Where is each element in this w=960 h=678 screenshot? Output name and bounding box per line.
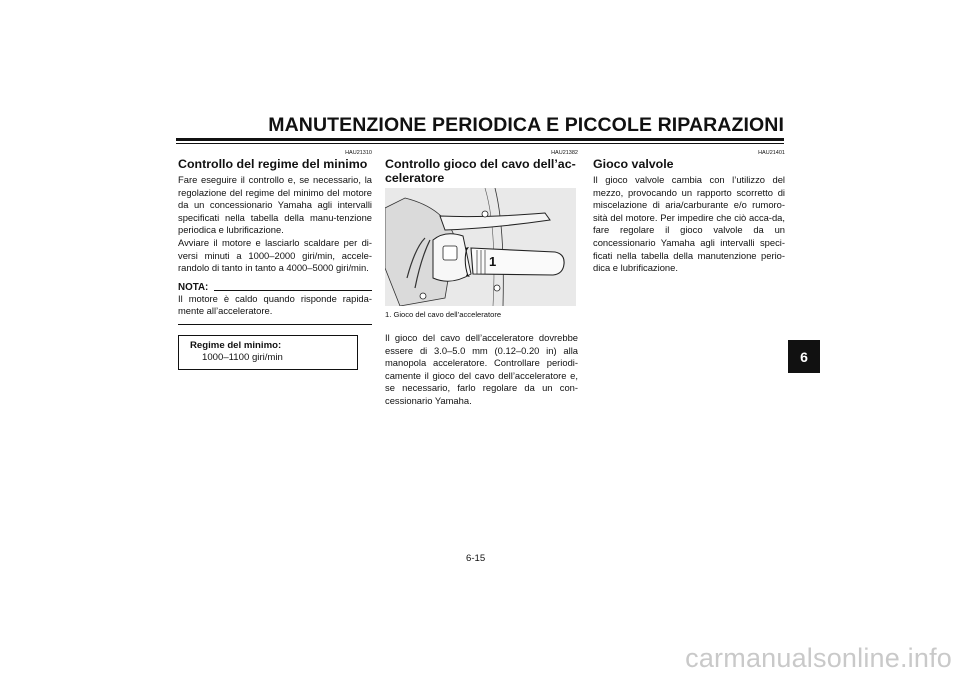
note-rule xyxy=(214,290,372,291)
throttle-grip-illustration xyxy=(385,188,576,306)
section-paragraph: Fare eseguire il controllo e, se necessario, la regolazione del regime del minimo del motore da un concessionario Yamaha agli intervalli specificati nella tabella della manu-tenzione periodica e lubrificazione. Avviare il motore e lasciarlo scaldare per di-versi minuti a 1000–2000 giri/min, accele-randolo di tanto in tanto a 4000–5000 giri/min. xyxy=(178,174,372,274)
page-title: MANUTENZIONE PERIODICA E PICCOLE RIPARAZIONI xyxy=(268,114,784,136)
note-header xyxy=(178,282,372,293)
section-paragraph: Il gioco del cavo dell’acceleratore dovrebbe essere di 3.0–5.0 mm (0.12–0.20 in) alla manopola acceleratore. Controllare periodi-camente il gioco del cavo dell’acceleratore e, se necessario, farlo regolare da un con-cessionario Yamaha. xyxy=(385,332,578,406)
section-valve-clearance xyxy=(593,150,785,275)
spec-label: Regime del minimo: xyxy=(190,339,282,351)
spec-value: 1000–1100 giri/min xyxy=(202,351,283,363)
section-heading: Gioco valvole xyxy=(593,157,674,171)
section-code: HAU21401 xyxy=(758,150,785,156)
title-rule-thin xyxy=(176,143,784,144)
section-paragraph: Il gioco valvole cambia con l’utilizzo del mezzo, provocando un rapporto scorretto di miscelazione di aria/carburante e/o rumoro-sità del motore. Per impedire che ciò acca-da, fare regolare il gioco valvole da un concessionario Yamaha agli intervalli speci-ficati nella tabella della manutenzione perio-dica e lubrificazione. xyxy=(593,174,785,274)
section-code: HAU21310 xyxy=(345,150,372,156)
section-idle-speed xyxy=(178,150,372,370)
section-heading: Controllo gioco del cavo dell’ac-celeratore xyxy=(385,157,576,185)
title-rule-thick xyxy=(176,138,784,141)
figure-caption: 1. Gioco del cavo dell’acceleratore xyxy=(385,310,502,319)
note-end-rule xyxy=(178,324,372,325)
note-label: NOTA: xyxy=(178,281,209,293)
throttle-grip-figure xyxy=(385,188,576,306)
note-text: Il motore è caldo quando risponde rapida-mente all’acceleratore. xyxy=(178,292,372,317)
figure-callout: 1 xyxy=(489,254,497,269)
section-heading: Controllo del regime del minimo xyxy=(178,157,368,171)
section-throttle-cable xyxy=(385,150,578,408)
page-number: 6-15 xyxy=(466,553,486,564)
chapter-tab: 6 xyxy=(788,340,820,373)
spec-box xyxy=(178,335,358,370)
section-code: HAU21382 xyxy=(551,150,578,156)
watermark: carmanualsonline.info xyxy=(685,643,952,673)
